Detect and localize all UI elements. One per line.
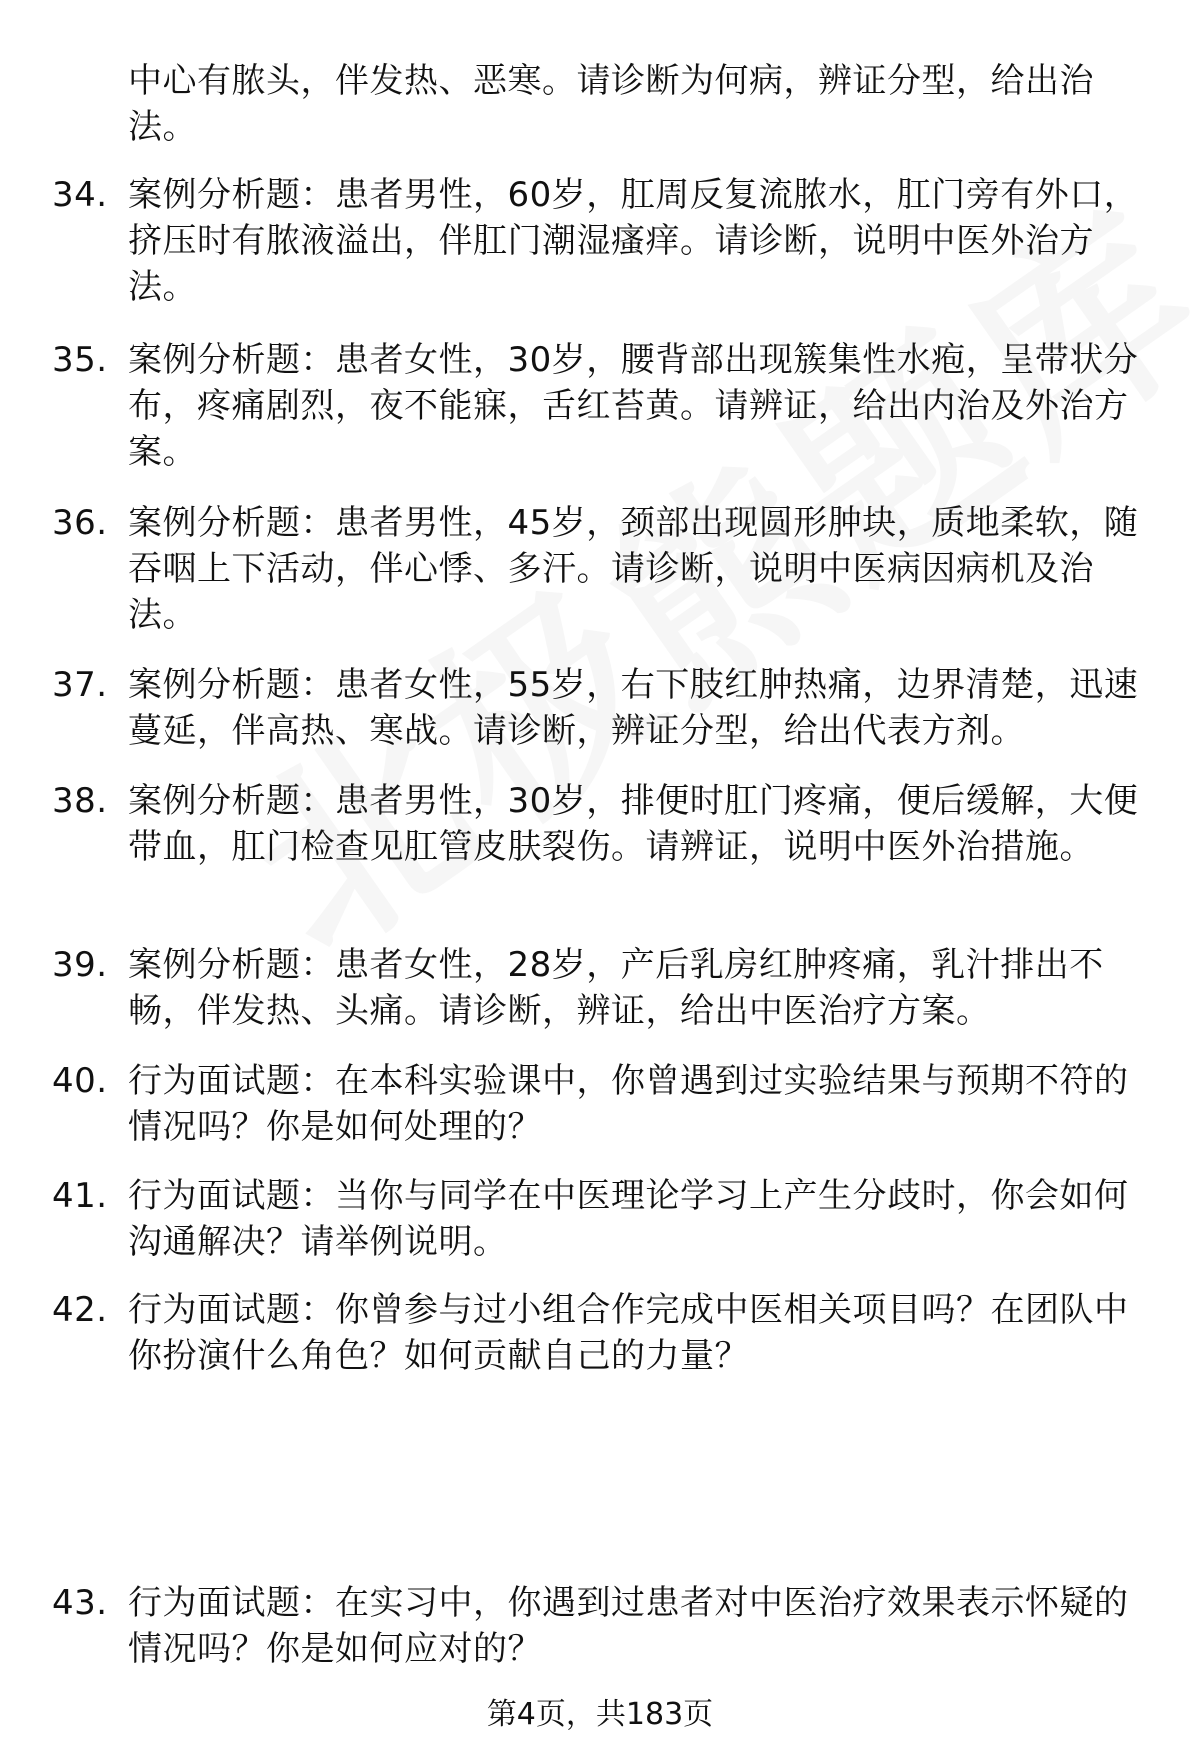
question-number: 41. <box>52 1176 108 1216</box>
question-text: 案例分析题：患者男性，60岁，肛周反复流脓水，肛门旁有外口，挤压时有脓液溢出，伴肛门潮湿瘙痒。请诊断，说明中医外治方法。 <box>128 175 1139 307</box>
question-text: 行为面试题：当你与同学在中医理论学习上产生分歧时，你会如何沟通解决？请举例说明。 <box>128 1176 1129 1262</box>
question-text: 案例分析题：患者女性，30岁，腰背部出现簇集性水疱，呈带状分布，疼痛剧烈，夜不能寐，舌红苔黄。请辨证，给出内治及外治方案。 <box>128 340 1139 472</box>
page-footer: 第4页，共183页 <box>486 1697 714 1732</box>
question-number: 34. <box>52 175 108 215</box>
question-number: 36. <box>52 503 108 543</box>
question-number: 42. <box>52 1290 108 1330</box>
question-number: 35. <box>52 340 108 380</box>
question-item <box>52 1058 1162 1150</box>
question-item <box>52 942 1162 1034</box>
question-item <box>52 500 1162 638</box>
question-text: 行为面试题：在本科实验课中，你曾遇到过实验结果与预期不符的情况吗？你是如何处理的？ <box>128 1061 1129 1147</box>
question-number: 38. <box>52 781 108 821</box>
question-text: 行为面试题：在实习中，你遇到过患者对中医治疗效果表示怀疑的情况吗？你是如何应对的？ <box>128 1583 1129 1669</box>
question-number: 37. <box>52 665 108 705</box>
question-number: 43. <box>52 1583 108 1623</box>
question-item <box>52 1287 1162 1379</box>
question-item <box>52 1580 1162 1672</box>
question-text: 案例分析题：患者女性，55岁，右下肢红肿热痛，边界清楚，迅速蔓延，伴高热、寒战。请诊断，辨证分型，给出代表方剂。 <box>128 665 1139 751</box>
question-text: 行为面试题：你曾参与过小组合作完成中医相关项目吗？在团队中你扮演什么角色？如何贡献自己的力量？ <box>128 1290 1129 1376</box>
question-item <box>52 1173 1162 1265</box>
question-text: 案例分析题：患者女性，28岁，产后乳房红肿疼痛，乳汁排出不畅，伴发热、头痛。请诊断，辨证，给出中医治疗方案。 <box>128 945 1104 1031</box>
question-item <box>52 778 1162 870</box>
question-text: 案例分析题：患者男性，45岁，颈部出现圆形肿块，质地柔软，随吞咽上下活动，伴心悸、多汗。请诊断，说明中医病因病机及治法。 <box>128 503 1139 635</box>
question-item <box>52 662 1162 754</box>
question-text: 案例分析题：患者男性，30岁，排便时肛门疼痛，便后缓解，大便带血，肛门检查见肛管皮肤裂伤。请辨证，说明中医外治措施。 <box>128 781 1139 867</box>
question-number: 39. <box>52 945 108 985</box>
question-item <box>52 172 1162 310</box>
question-number: 40. <box>52 1061 108 1101</box>
continuation-paragraph: 中心有脓头，伴发热、恶寒。请诊断为何病，辨证分型，给出治法。 <box>128 61 1094 147</box>
question-item <box>52 337 1162 475</box>
